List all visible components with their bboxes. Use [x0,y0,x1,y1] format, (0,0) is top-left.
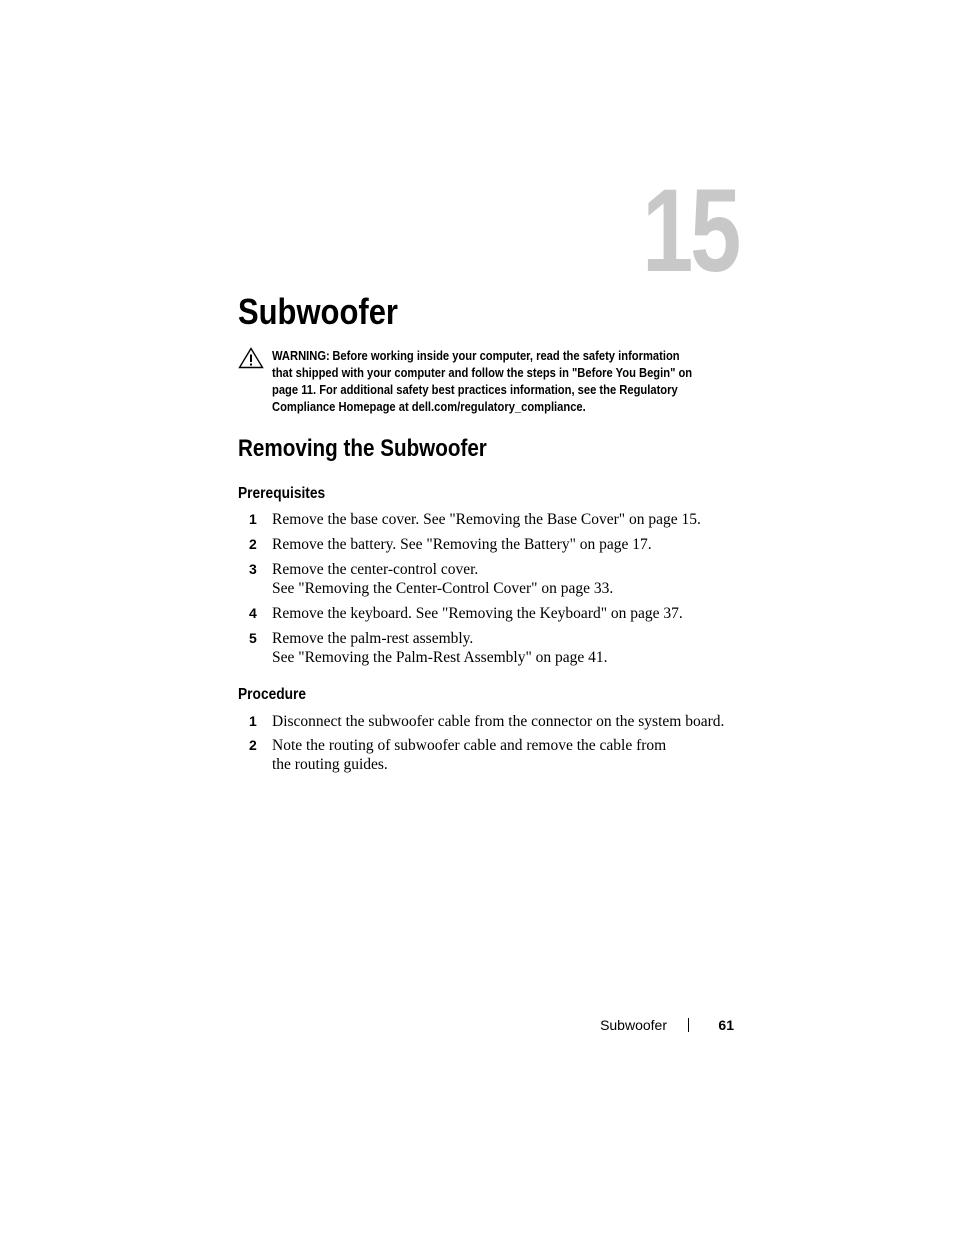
step-number: 2 [249,737,257,753]
step-number: 3 [249,561,257,577]
step-number: 1 [249,511,257,527]
warning-triangle-icon [238,347,264,369]
chapter-number: 15 [641,165,738,297]
warning-line: page 11. For additional safety best practices information, see the Regulatory [272,382,678,397]
step-text: Remove the palm-rest assembly. See "Removing the Palm-Rest Assembly" on page 41. [272,630,608,666]
step-number: 5 [249,630,257,646]
footer-chapter-label: Subwoofer [600,1017,667,1033]
step-text: Note the routing of subwoofer cable and remove the cable from the routing guides. [272,737,667,773]
prerequisites-heading: Prerequisites [238,485,326,502]
step-text: Remove the base cover. See "Removing the Base Cover" on page 15. [272,511,701,528]
step-text: Remove the center-control cover. See "Removing the Center-Control Cover" on page 33. [272,561,614,597]
warning-line: WARNING: Before working inside your computer, read the safety information [272,348,680,363]
procedure-heading: Procedure [238,686,307,703]
step-number: 2 [249,536,257,552]
warning-line: that shipped with your computer and follow the steps in "Before You Begin" on [272,365,693,380]
step-number: 4 [249,605,257,621]
step-text: Remove the battery. See "Removing the Battery" on page 17. [272,536,652,553]
warning-line: Compliance Homepage at dell.com/regulatory_compliance. [272,399,586,414]
warning-text [272,347,754,415]
step-text: Disconnect the subwoofer cable from the connector on the system board. [272,713,725,730]
step-text: Remove the keyboard. See "Removing the Keyboard" on page 37. [272,605,683,622]
chapter-title: Subwoofer [238,291,398,332]
footer-divider [688,1018,689,1032]
page-number: 61 [718,1017,734,1033]
page-footer [534,1015,734,1035]
section-title: Removing the Subwoofer [238,435,487,462]
warning-label: WARNING: [272,348,330,363]
step-number: 1 [249,713,257,729]
